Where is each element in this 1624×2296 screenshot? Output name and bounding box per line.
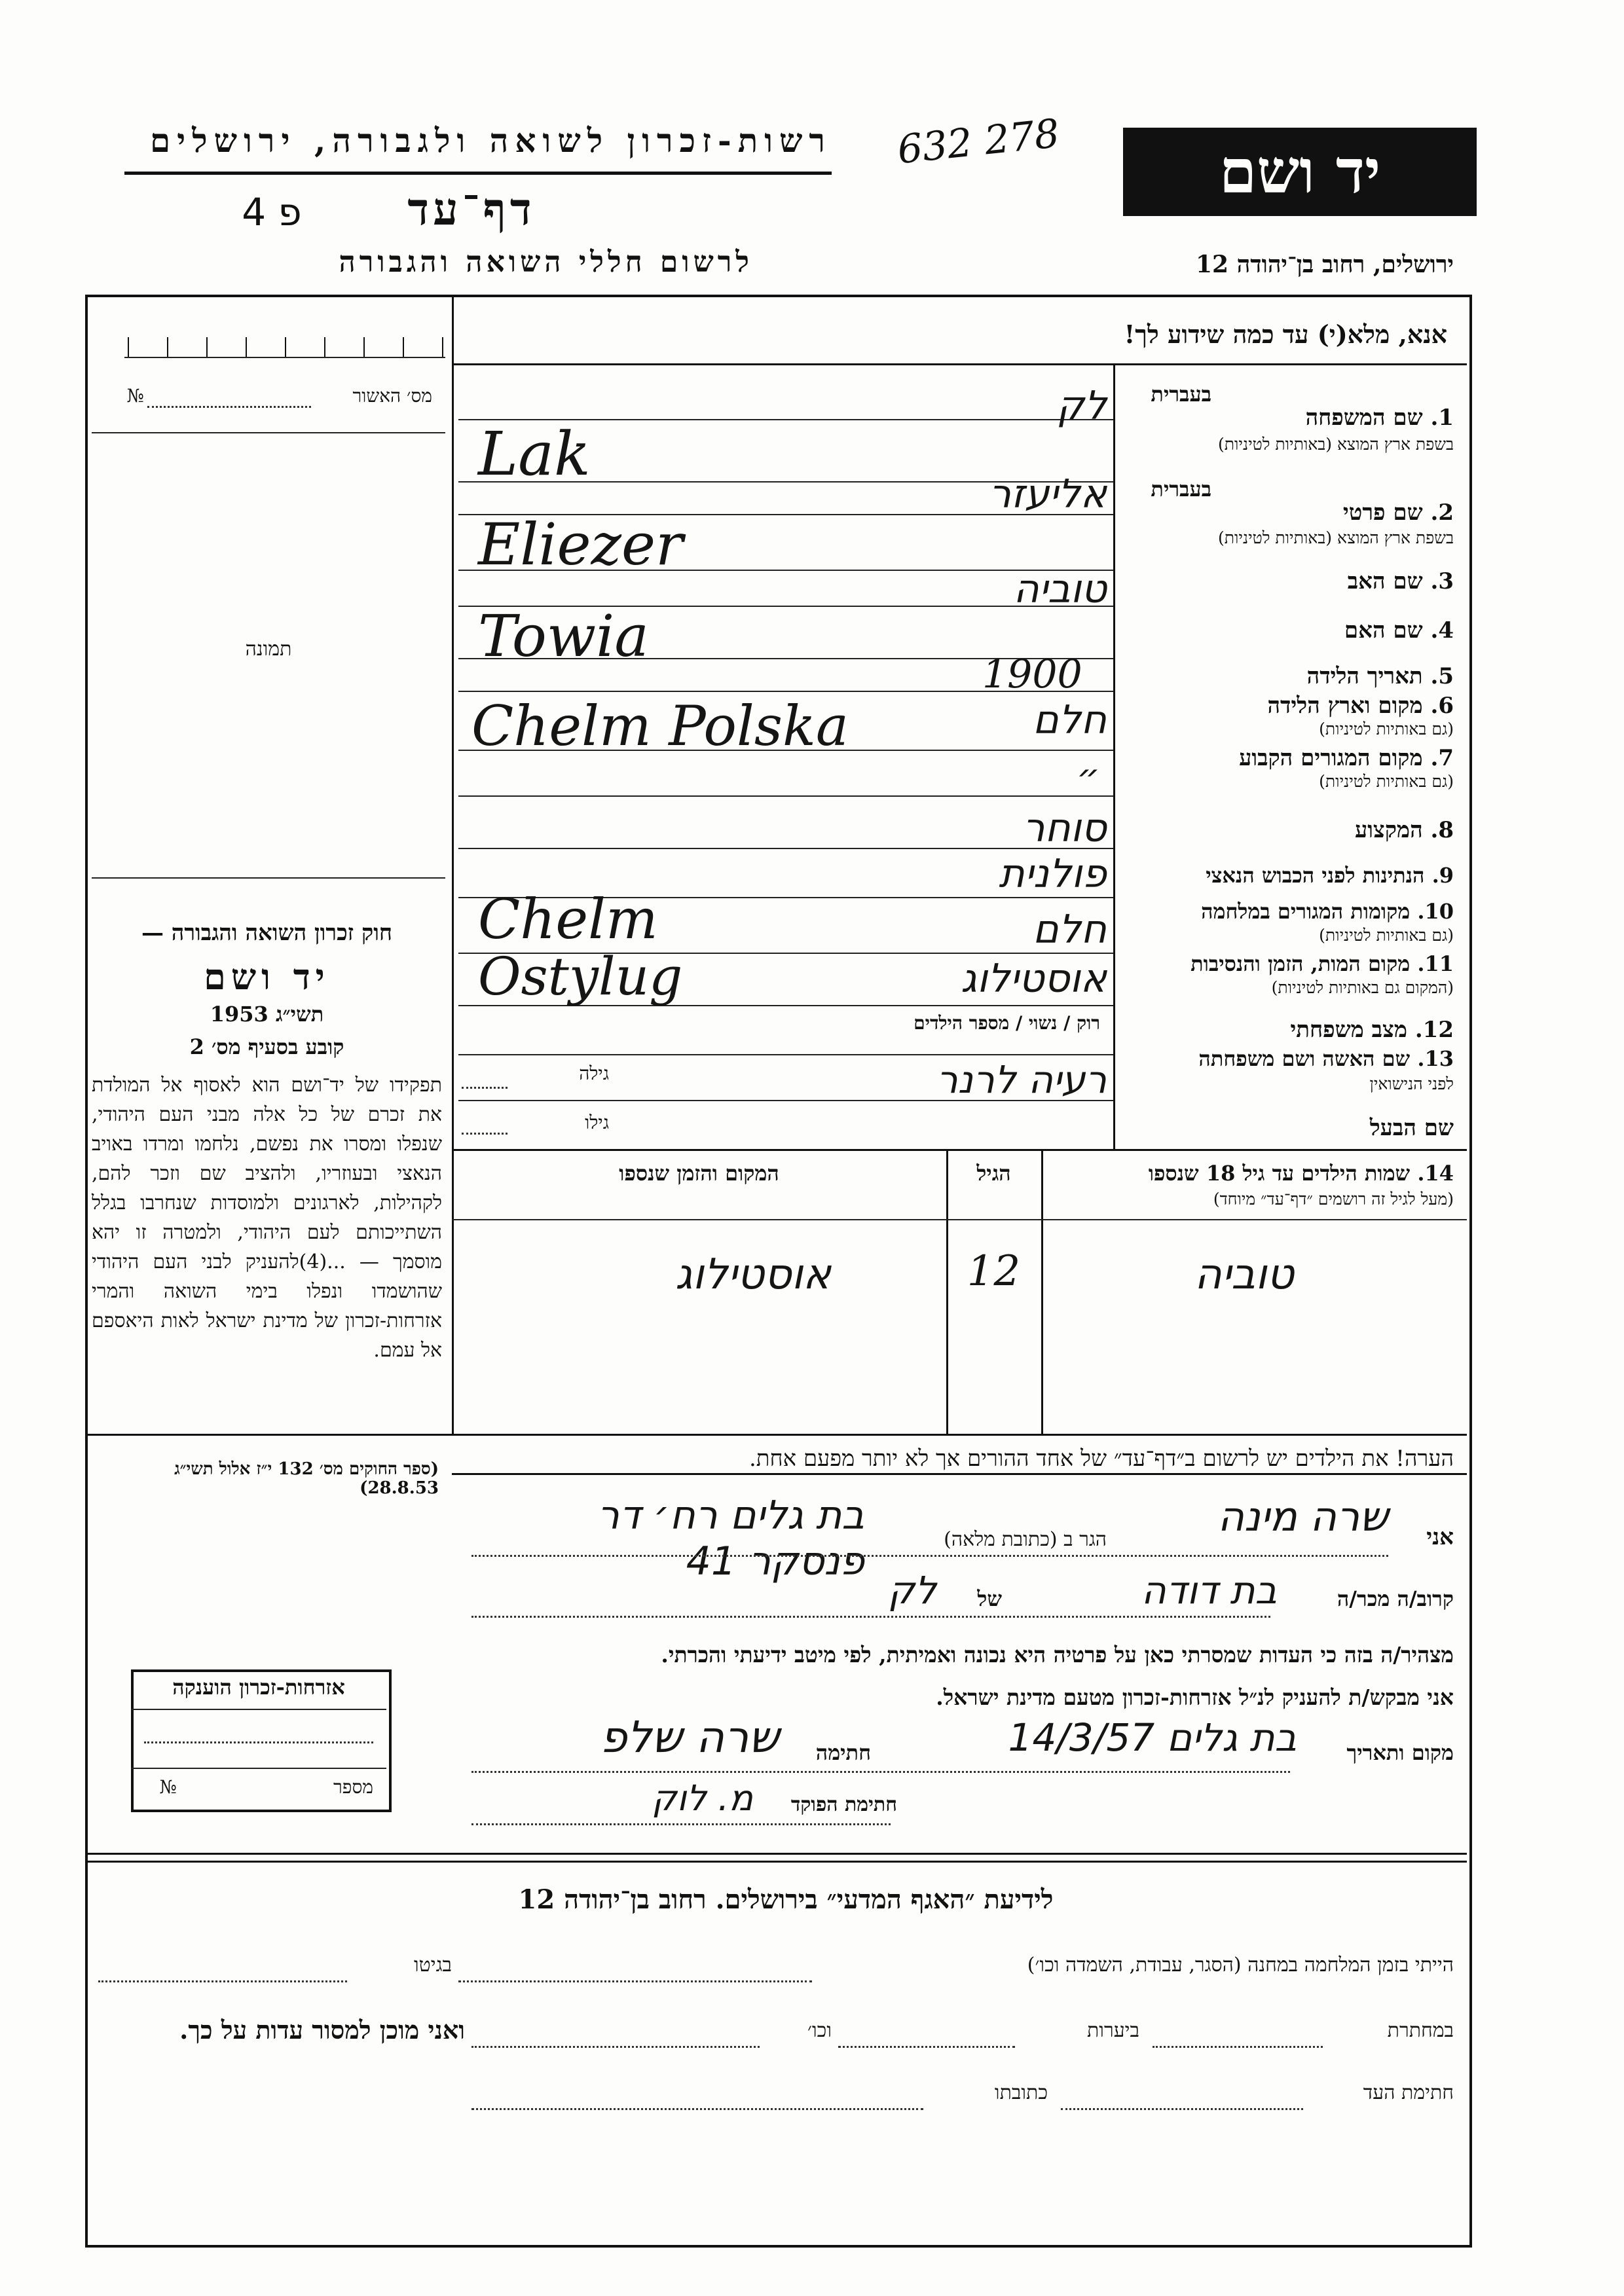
signature-label: חתימה: [815, 1740, 871, 1765]
children-table-top: [452, 1149, 1467, 1151]
stamp-number-label: מספר: [333, 1776, 373, 1798]
law-citation: (ספר החוקים מס׳ 132 י״ז אלול תשי״ג 28.8.53): [174, 1459, 439, 1498]
ruler-tick: [285, 337, 286, 357]
row-rule: [458, 1054, 1113, 1055]
f2-latin-note: בשפת ארץ המוצא (באותיות לטיניות): [1218, 528, 1454, 547]
intro-text: אנא, מלא(י) עד כמה שידוע לך!: [1124, 319, 1447, 349]
footer-address-label: כתובתו: [994, 2081, 1048, 2104]
left-column-divider: [452, 295, 454, 1434]
wife-name: רעיה לרנר: [936, 1057, 1107, 1102]
f12-options: רוק / נשוי / מספר הילדים: [913, 1012, 1100, 1034]
handwritten-mark: פ 4: [242, 190, 302, 234]
official-dots: [471, 1823, 891, 1825]
f12-label: 12. מצב משפחתי: [1290, 1017, 1454, 1043]
f4-label: 4. שם האם: [1344, 617, 1454, 644]
stamp-rule: [131, 1709, 386, 1710]
f11-label: 11. מקום המות, הזמן והנסיבות: [1190, 951, 1454, 976]
relative-label: קרוב/ה מכר/ה: [1337, 1586, 1454, 1611]
footer-divider-2: [85, 1861, 1467, 1863]
f6-label: 6. מקום וארץ הלידה: [1267, 693, 1454, 719]
children-table-note: (מעל לגיל זה רושמים ״דף־עד״ מיוחד): [1213, 1190, 1454, 1209]
children-header-rule: [452, 1219, 1467, 1220]
f8-label: 8. המקצוע: [1354, 817, 1454, 843]
husband-label: שם הבעל: [1369, 1115, 1454, 1141]
official-signature: מ. לוק: [652, 1777, 753, 1819]
law-name: יד ושם: [204, 956, 330, 998]
remark: הערה! את הילדים יש לרשום ב״דף־עד״ של אחד ההורים אך לא יותר מפעם אחת.: [748, 1446, 1454, 1472]
signature-dots: [471, 1771, 1290, 1773]
children-table-title: 14. שמות הילדים עד גיל 18 שנספו: [1148, 1161, 1454, 1186]
label-column-divider: [1113, 363, 1115, 1149]
photo-label: תמונה: [245, 638, 292, 661]
birth-year: 1900: [982, 651, 1082, 697]
approval-no-label: №: [126, 385, 144, 407]
ruler-tick: [167, 337, 168, 357]
child-place: אוסטילוג: [675, 1250, 831, 1299]
children-col-divider-2: [946, 1149, 948, 1434]
remark-rule-bottom: [452, 1473, 1467, 1475]
ruler-tick: [246, 337, 247, 357]
photo-box-top: [92, 432, 445, 433]
ruler-tick: [403, 337, 404, 357]
child-age: 12: [967, 1247, 1021, 1296]
f7-label: 7. מקום המגורים הקבוע: [1239, 745, 1454, 771]
footer-dots: [1061, 2108, 1303, 2110]
footer-etc-label: וכו׳: [807, 2019, 832, 2042]
record-number: 632 278: [895, 110, 1062, 173]
place-date: בת גלים 14/3/57: [1008, 1715, 1297, 1760]
husband-age-label: גילו: [585, 1112, 609, 1133]
place-date-label: מקום ותאריך: [1346, 1740, 1454, 1765]
wartime-place-latin: Chelm: [478, 887, 658, 951]
footer-dots: [838, 2046, 1015, 2048]
intro-rule: [452, 363, 1467, 365]
photo-box-bottom: [92, 877, 445, 879]
footer-camp-label: הייתי בזמן המלחמה במחנה (הסגר, עבודת, השמדה וכו׳): [1027, 1954, 1454, 1977]
approval-dots: [147, 406, 311, 408]
footer-witness-signature-label: חתימת העד: [1363, 2081, 1454, 2104]
of-whom: לק: [887, 1568, 936, 1613]
footer-heading: לידיעת ״האגף המדעי״ בירושלים. רחוב בן־יהודה 12: [518, 1884, 1054, 1915]
declarant-name: שרה מינה: [1217, 1493, 1388, 1540]
f10-label: 10. מקומות המגורים במלחמה: [1201, 899, 1454, 924]
form-subtitle: לרשום חללי השואה והגבורה: [339, 246, 753, 279]
address-dots: [471, 1555, 1388, 1557]
footer-dots: [1153, 2046, 1323, 2048]
ruler-tick: [206, 337, 208, 357]
f7-note: (גם באותיות לטיניות): [1319, 772, 1454, 791]
f13-note: לפני הנישואין: [1369, 1074, 1454, 1093]
birth-place-latin: Chelm Polska: [471, 694, 849, 758]
surname-latin: Lak: [478, 419, 591, 489]
header-address: ירושלים, רחוב בן־יהודה 12: [1195, 251, 1454, 278]
ruler-tick: [442, 337, 443, 357]
relation: בת דודה: [1141, 1568, 1277, 1613]
declaration-i-label: אני: [1426, 1524, 1454, 1550]
resides-label: הגר ב (כתובת מלאה): [944, 1528, 1107, 1551]
footer-forest-label: ביערות: [1086, 2019, 1139, 2042]
footer-underground-label: במחתרת: [1387, 2019, 1454, 2042]
stamp-title: אזרחות-זכרון הוענקה: [172, 1675, 345, 1700]
f1-latin-note: בשפת ארץ המוצא (באותיות לטיניות): [1218, 435, 1454, 454]
ruler-tick: [363, 337, 365, 357]
ruler-tick: [128, 337, 129, 357]
official-signature-label: חתימת הפוקד: [790, 1793, 897, 1816]
stamp-no-label: №: [159, 1776, 177, 1798]
f2-label: 2. שם פרטי: [1342, 500, 1454, 526]
relation-dots: [471, 1616, 1270, 1618]
children-col-age: הגיל: [976, 1161, 1011, 1186]
surname-hebrew: לק: [1056, 383, 1107, 429]
stamp-rule: [131, 1768, 386, 1769]
f5-label: 5. תאריך הלידה: [1306, 663, 1454, 689]
birth-place-hebrew: חלם: [1032, 697, 1107, 743]
age-dots: [462, 1087, 507, 1089]
footer-dots: [471, 2046, 760, 2048]
form-title: דף־עד: [407, 183, 536, 236]
footer-dots: [471, 2108, 923, 2110]
law-title: חוק זכרון השואה והגבורה —: [141, 920, 393, 946]
children-col-place: המקום והזמן שנספו: [619, 1161, 779, 1186]
declarant-signature: שרה שלפ: [600, 1712, 779, 1762]
f3-label: 3. שם האב: [1347, 568, 1454, 594]
mother-name: Towia: [478, 602, 649, 670]
f11-note: (המקום גם באותיות לטיניות): [1271, 978, 1454, 997]
law-clause: קובע בסעיף מס׳ 2: [189, 1034, 344, 1059]
footer-dots: [458, 1980, 812, 1982]
death-place-hebrew: אוסטילוג: [961, 956, 1107, 1002]
row-rule: [458, 795, 1113, 797]
profession: סוחר: [1022, 805, 1107, 851]
ruler-tick: [324, 337, 325, 357]
of-label: של: [977, 1586, 1002, 1611]
residence: ״: [1076, 756, 1100, 799]
header-rule: [124, 172, 832, 175]
f6-note: (גם באותיות לטיניות): [1319, 720, 1454, 738]
f9-label: 9. הנתינות לפני הכבוש הנאצי: [1206, 863, 1454, 888]
father-name: טוביה: [1013, 566, 1107, 612]
approval-ruler: [124, 357, 445, 358]
declaration-statement: מצהיר/ה בזה כי העדות שמסרתי כאן על פרטיה היא נכונה ואמיתית, לפי מיטב ידיעתי והכרתי.: [661, 1642, 1454, 1667]
remark-rule-top: [85, 1434, 1467, 1436]
footer-divider: [85, 1853, 1467, 1855]
law-body: תפקידו של יד־ושם הוא לאסוף אל המולדת את זכרם של כל אלה מבני העם היהודי, שנפלו ומסרו את נפשם, נלחמו ומרדו באויב הנאצי ובעוזריו, ולהציב שם וזכר להם, לקהילות, לארגונים ולמוסדות שנחרבו בגלל השתייכותם לעם היהודי, ולמטרה זו יהא מוסמך — ...(4)להעניק לבני העם היהודי שהושמדו ונפלו בימי השואה והמרי אזרחות-זכרון של מדינת ישראל לאות היאספם אל עמם.: [92, 1074, 443, 1362]
authority-title: רשות-זכרון לשואה ולגבורה, ירושלים: [149, 121, 832, 160]
child-name: טוביה: [1194, 1250, 1295, 1299]
footer-dots: [98, 1980, 347, 1982]
yad-vashem-logo: יד ושם: [1123, 128, 1477, 216]
f13-age-label: גילה: [579, 1063, 609, 1084]
footer-ghetto-label: בגיטו: [413, 1954, 452, 1977]
f13-label: 13. שם האשה ושם משפחתה: [1198, 1046, 1454, 1071]
declaration-request: אני מבקש/ת להעניק לנ״ל אזרחות-זכרון מטעם מדינת ישראל.: [936, 1685, 1454, 1710]
footer-testimony-label: ואני מוכן למסור עדות על כך.: [179, 2015, 465, 2045]
death-place-latin: Ostylug: [478, 946, 683, 1007]
age-dots: [462, 1133, 507, 1135]
f1-hebrew-tag: בעברית: [1151, 382, 1211, 407]
law-year: תשי״ג 1953: [210, 1002, 324, 1027]
approval-label: מס׳ האשור: [352, 385, 432, 407]
given-name-hebrew: אליעזר: [989, 471, 1107, 517]
children-col-divider-1: [1041, 1149, 1043, 1434]
declarant-address: בת גלים רח׳ דר פנסקר 41: [597, 1493, 864, 1584]
wartime-place-hebrew: חלם: [1032, 907, 1107, 953]
citizenship: פולנית: [999, 851, 1107, 897]
f1-label: 1. שם המשפחה: [1305, 405, 1454, 431]
f10-note: (גם באותיות לטיניות): [1319, 926, 1454, 945]
stamp-dots: [144, 1741, 373, 1743]
given-name-latin: Eliezer: [478, 511, 684, 578]
f2-hebrew-tag: בעברית: [1151, 477, 1211, 501]
